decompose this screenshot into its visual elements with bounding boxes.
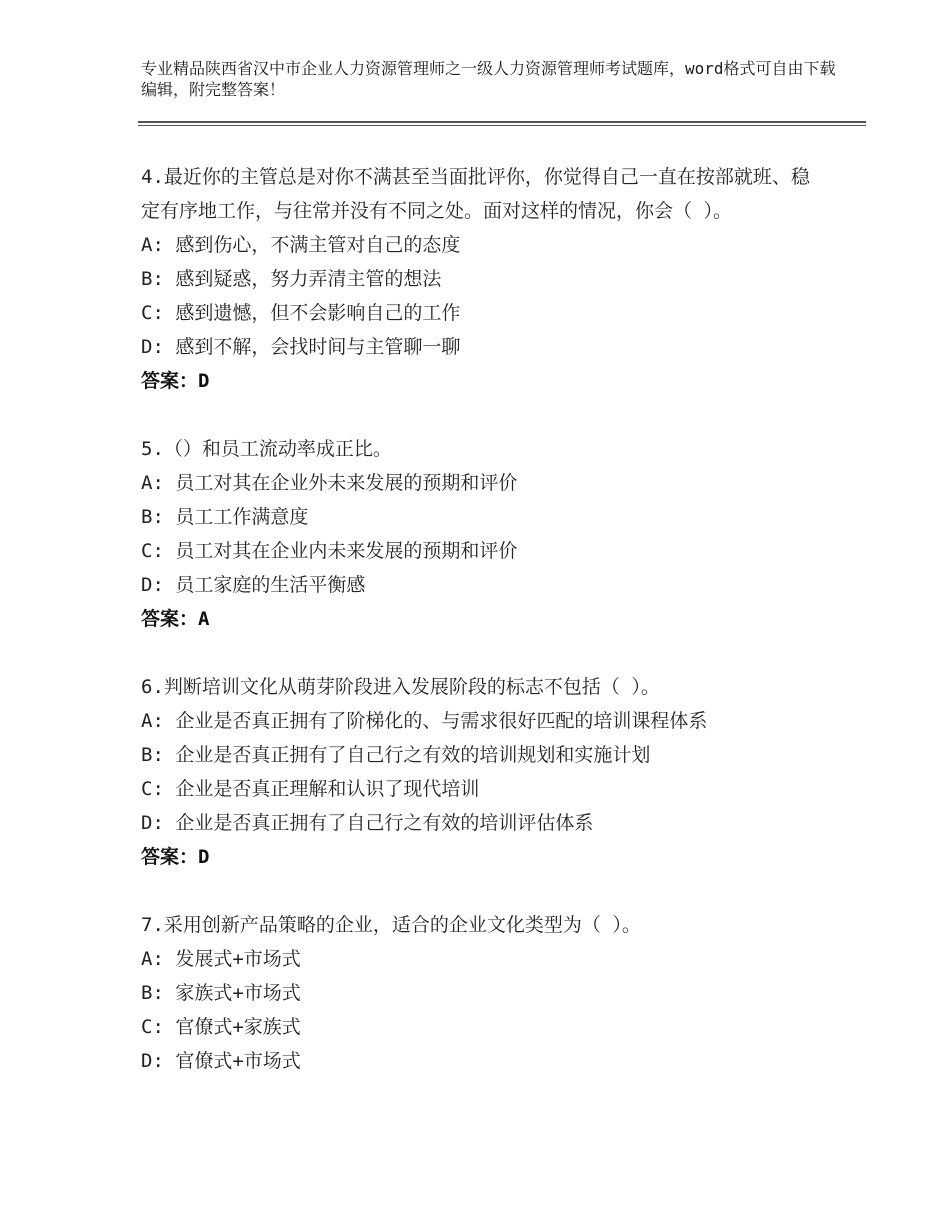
question-text: 6.判断培训文化从萌芽阶段进入发展阶段的标志不包括（ ）。 xyxy=(141,676,660,698)
header-divider-thin xyxy=(138,125,866,126)
option-d: D: 感到不解，会找时间与主管聊一聊 xyxy=(141,336,461,358)
option-c: C: 员工对其在企业内未来发展的预期和评价 xyxy=(141,540,518,562)
question-6 xyxy=(141,670,821,874)
question-text: 7.采用创新产品策略的企业，适合的企业文化类型为（ ）。 xyxy=(141,914,641,936)
header-divider xyxy=(138,121,866,123)
answer-label: 答案：D xyxy=(141,370,210,392)
option-b: B: 企业是否真正拥有了自己行之有效的培训规划和实施计划 xyxy=(141,744,651,766)
option-b: B: 感到疑惑，努力弄清主管的想法 xyxy=(141,268,442,290)
answer-label: 答案：D xyxy=(141,846,210,868)
option-d: D: 官僚式+市场式 xyxy=(141,1050,301,1072)
option-a: A: 企业是否真正拥有了阶梯化的、与需求很好匹配的培训课程体系 xyxy=(141,710,708,732)
option-c: C: 官僚式+家族式 xyxy=(141,1016,301,1038)
question-4 xyxy=(141,160,821,398)
question-5 xyxy=(141,432,821,636)
question-7 xyxy=(141,908,821,1078)
option-a: A: 感到伤心，不满主管对自己的态度 xyxy=(141,234,461,256)
question-text: 5.（）和员工流动率成正比。 xyxy=(141,438,392,460)
document-header: 专业精品陕西省汉中市企业人力资源管理师之一级人力资源管理师考试题库，word格式可自由下载编辑，附完整答案！ xyxy=(141,59,836,99)
option-d: D: 员工家庭的生活平衡感 xyxy=(141,574,366,596)
option-b: B: 员工工作满意度 xyxy=(141,506,309,528)
option-a: A: 员工对其在企业外未来发展的预期和评价 xyxy=(141,472,518,494)
question-text: 4.最近你的主管总是对你不满甚至当面批评你，你觉得自己一直在按部就班、稳定有序地工作，与往常并没有不同之处。面对这样的情况，你会（ ）。 xyxy=(141,166,810,222)
question-list xyxy=(141,160,821,1112)
option-d: D: 企业是否真正拥有了自己行之有效的培训评估体系 xyxy=(141,812,594,834)
option-c: C: 感到遗憾，但不会影响自己的工作 xyxy=(141,302,461,324)
option-a: A: 发展式+市场式 xyxy=(141,948,301,970)
answer-label: 答案：A xyxy=(141,608,210,630)
option-b: B: 家族式+市场式 xyxy=(141,982,301,1004)
option-c: C: 企业是否真正理解和认识了现代培训 xyxy=(141,778,480,800)
